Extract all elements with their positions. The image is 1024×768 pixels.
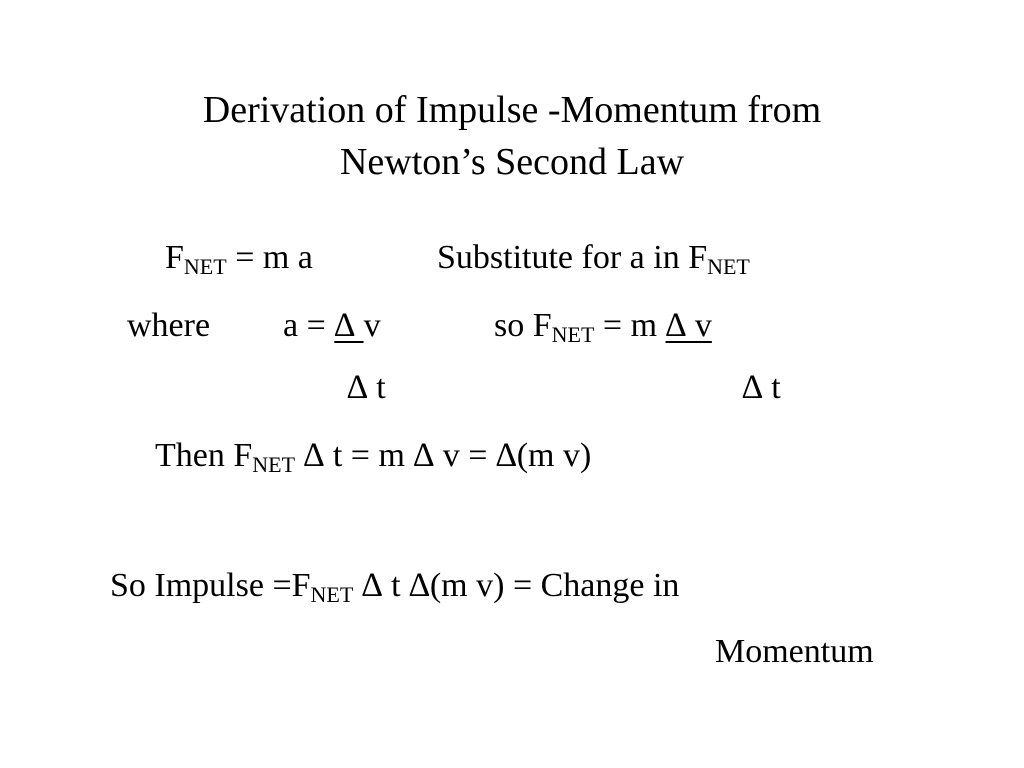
equals-ma: = m a [226, 239, 313, 276]
equals-m: = m [594, 307, 666, 344]
substitute-subscript: NET [707, 254, 750, 279]
then-f: Then F [155, 437, 253, 474]
acceleration-definition [283, 306, 381, 346]
a-equals: a = [283, 307, 335, 344]
fnet-symbol: F [165, 239, 184, 276]
impulse-f: So Impulse =F [110, 567, 311, 604]
then-equation [155, 436, 591, 476]
where-label: where [127, 307, 211, 344]
impulse-equation [110, 566, 679, 606]
impulse-rest: ∆ t ∆(m v) = Change in [353, 567, 680, 604]
delta-t-denominator-right: ∆ t [742, 369, 781, 406]
substituted-equation [494, 306, 712, 346]
so-net-subscript: NET [551, 322, 595, 347]
delta-v-numerator: ∆ v [665, 307, 712, 344]
then-net-subscript: NET [252, 452, 296, 477]
substitute-text: Substitute for a in F [437, 239, 708, 276]
momentum-word: Momentum [715, 633, 874, 670]
title-line-2: Newton’s Second Law [339, 141, 685, 183]
so-f: so F [494, 307, 552, 344]
title-line-1: Derivation of Impulse -Momentum from [202, 89, 822, 131]
impulse-net-subscript: NET [310, 582, 354, 607]
then-rest: ∆ t = m ∆ v = ∆(m v) [295, 437, 592, 474]
substitute-note [437, 238, 750, 278]
equation-fnet-ma [165, 238, 313, 278]
v-symbol: v [363, 307, 381, 344]
net-subscript: NET [183, 254, 227, 279]
slide-title [0, 84, 1024, 188]
delta-t-denominator-left: ∆ t [347, 369, 386, 406]
delta-numerator: ∆ [334, 307, 364, 344]
